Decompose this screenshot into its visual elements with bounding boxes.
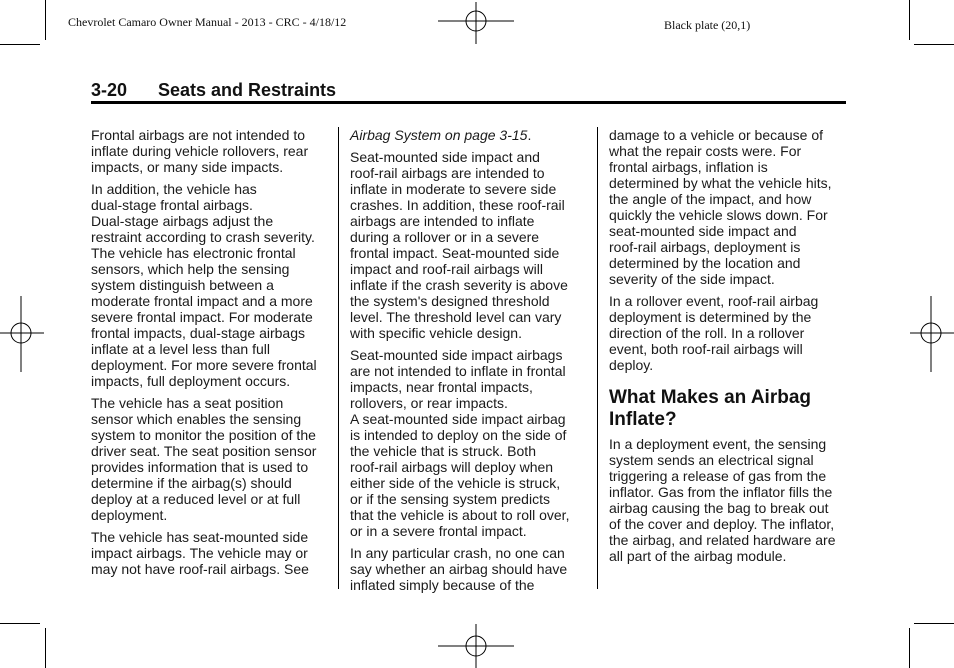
paragraph xyxy=(609,436,849,564)
cross-reference: Airbag System on page 3-15. xyxy=(350,127,532,143)
text-line: the angle of the impact, and how xyxy=(609,191,812,207)
text-line: inflate if the crash severity is above xyxy=(350,277,568,293)
text-line: Seat-mounted side impact airbags xyxy=(350,347,563,363)
running-header-right: Black plate (20,1) xyxy=(664,18,751,32)
text-line: system distinguish between a xyxy=(91,277,274,293)
text-line: what the repair costs were. For xyxy=(609,143,802,159)
text-line: sensor which enables the sensing xyxy=(91,411,302,427)
text-line: airbag causing the bag to break out xyxy=(609,500,829,516)
text-line: impact airbags. The vehicle may or xyxy=(91,545,308,561)
text-line: deployment. xyxy=(91,507,168,523)
text-line: restraint according to crash severity. xyxy=(91,229,315,245)
text-line: Dual-stage airbags adjust the xyxy=(91,213,274,229)
text-line: crashes. In addition, these roof-rail xyxy=(350,197,565,213)
text-line: roof-rail airbags are intended to xyxy=(350,165,545,181)
paragraph xyxy=(91,395,331,523)
text-line: deploy. xyxy=(609,357,654,373)
text-line: or in a severe frontal impact. xyxy=(350,523,527,539)
text-line: all part of the airbag module. xyxy=(609,548,787,564)
text-line: that the vehicle is about to roll over, xyxy=(350,507,570,523)
section-rule xyxy=(91,101,846,104)
text-line: during a rollover or in a severe xyxy=(350,229,540,245)
text-column-3 xyxy=(609,127,849,570)
heading-line: Inflate? xyxy=(609,409,677,430)
crop-mark xyxy=(909,0,910,40)
text-line: determine if the airbag(s) should xyxy=(91,475,292,491)
text-line: impact and roof-rail airbags will xyxy=(350,261,543,277)
reference-link: Airbag System on page 3-15 xyxy=(350,127,528,143)
crop-mark xyxy=(914,44,954,45)
crop-mark xyxy=(45,628,46,668)
text-line: driver seat. The seat position sensor xyxy=(91,443,317,459)
crop-mark xyxy=(0,44,40,45)
text-line: are not intended to inflate in frontal xyxy=(350,363,566,379)
text-line: frontal airbags, inflation is xyxy=(609,159,768,175)
text-line: seat-mounted side impact and xyxy=(609,223,797,239)
text-line: either side of the vehicle is struck, xyxy=(350,475,561,491)
paragraph xyxy=(91,127,331,175)
text-line: severe frontal impact. For moderate xyxy=(91,309,313,325)
text-column-1 xyxy=(91,127,331,583)
text-line: determined by what the vehicle hits, xyxy=(609,175,832,191)
registration-mark xyxy=(0,296,44,372)
text-line: roof-rail airbags will deploy when xyxy=(350,459,554,475)
text-line: inflate during vehicle rollovers, rear xyxy=(91,143,309,159)
paragraph xyxy=(91,181,331,389)
text-line: In any particular crash, no one can xyxy=(350,545,565,561)
text-line: impacts, full deployment occurs. xyxy=(91,373,291,389)
text-line: with specific vehicle design. xyxy=(350,325,522,341)
text-line: severity of the side impact. xyxy=(609,271,775,287)
subsection-heading xyxy=(609,387,849,431)
text-line: The vehicle has electronic frontal xyxy=(91,245,296,261)
paragraph xyxy=(350,545,590,593)
text-line: frontal impacts, dual-stage airbags xyxy=(91,325,305,341)
heading-line: What Makes an Airbag xyxy=(609,387,812,408)
text-line: damage to a vehicle or because of xyxy=(609,127,824,143)
paragraph xyxy=(91,529,331,577)
text-line: In addition, the vehicle has xyxy=(91,181,257,197)
crop-mark xyxy=(909,628,910,668)
column-divider xyxy=(338,127,339,589)
text-line: level. The threshold level can vary xyxy=(350,309,562,325)
registration-mark xyxy=(438,624,514,668)
text-line: airbags are intended to inflate xyxy=(350,213,535,229)
text-line: the system's designed threshold xyxy=(350,293,550,309)
text-line: deploy at a reduced level or at full xyxy=(91,491,301,507)
paragraph xyxy=(350,347,590,539)
text-line: inflated simply because of the xyxy=(350,577,535,593)
running-header-left: Chevrolet Camaro Owner Manual - 2013 - CRC - 4/18/12 xyxy=(68,15,347,29)
text-line: rollovers, or rear impacts. xyxy=(350,395,508,411)
crop-mark xyxy=(0,623,40,624)
text-line: inflate at a level less than full xyxy=(91,341,270,357)
paragraph xyxy=(350,149,590,341)
text-line: quickly the vehicle slows down. For xyxy=(609,207,828,223)
text-line: deployment. For more severe frontal xyxy=(91,357,317,373)
crop-mark xyxy=(914,623,954,624)
registration-mark xyxy=(438,2,514,44)
text-line: In a deployment event, the sensing xyxy=(609,436,827,452)
text-line: direction of the roll. In a rollover xyxy=(609,325,805,341)
text-line: dual-stage frontal airbags. xyxy=(91,197,253,213)
text-line: the airbag, and related hardware are xyxy=(609,532,836,548)
paragraph xyxy=(609,293,849,373)
text-line: impacts, or many side impacts. xyxy=(91,159,284,175)
text-line: Seat-mounted side impact and xyxy=(350,149,540,165)
text-line: of the cover and deploy. The inflator, xyxy=(609,516,835,532)
text-line: frontal impact. Seat-mounted side xyxy=(350,245,560,261)
crop-mark xyxy=(45,0,46,40)
text-line: In a rollover event, roof-rail airbag xyxy=(609,293,819,309)
text-line: determined by the location and xyxy=(609,255,801,271)
text-line: sensors, which help the sensing xyxy=(91,261,290,277)
text-line: moderate frontal impact and a more xyxy=(91,293,313,309)
text-line: inflator. Gas from the inflator fills the xyxy=(609,484,833,500)
section-title: Seats and Restraints xyxy=(158,80,337,100)
text-line: may not have roof-rail airbags. See xyxy=(91,561,309,577)
text-line: roof-rail airbags, deployment is xyxy=(609,239,801,255)
text-line: say whether an airbag should have xyxy=(350,561,568,577)
column-divider xyxy=(597,127,598,589)
text-line: system to monitor the position of the xyxy=(91,427,316,443)
registration-mark xyxy=(910,296,954,372)
text-line: the vehicle that is struck. Both xyxy=(350,443,536,459)
text-line: provides information that is used to xyxy=(91,459,309,475)
text-line: Frontal airbags are not intended to xyxy=(91,127,306,143)
text-line: system sends an electrical signal xyxy=(609,452,814,468)
text-column-2 xyxy=(350,127,590,599)
text-line: is intended to deploy on the side of xyxy=(350,427,567,443)
text-line: The vehicle has seat-mounted side xyxy=(91,529,309,545)
text-line: A seat-mounted side impact airbag xyxy=(350,411,566,427)
paragraph xyxy=(609,127,849,287)
page-number: 3-20 xyxy=(91,80,128,100)
text-line: impacts, near frontal impacts, xyxy=(350,379,533,395)
text-line: triggering a release of gas from the xyxy=(609,468,827,484)
text-line: The vehicle has a seat position xyxy=(91,395,284,411)
text-line: deployment is determined by the xyxy=(609,309,812,325)
text-line: event, both roof-rail airbags will xyxy=(609,341,803,357)
text-line: inflate in moderate to severe side xyxy=(350,181,557,197)
text-line: or if the sensing system predicts xyxy=(350,491,550,507)
